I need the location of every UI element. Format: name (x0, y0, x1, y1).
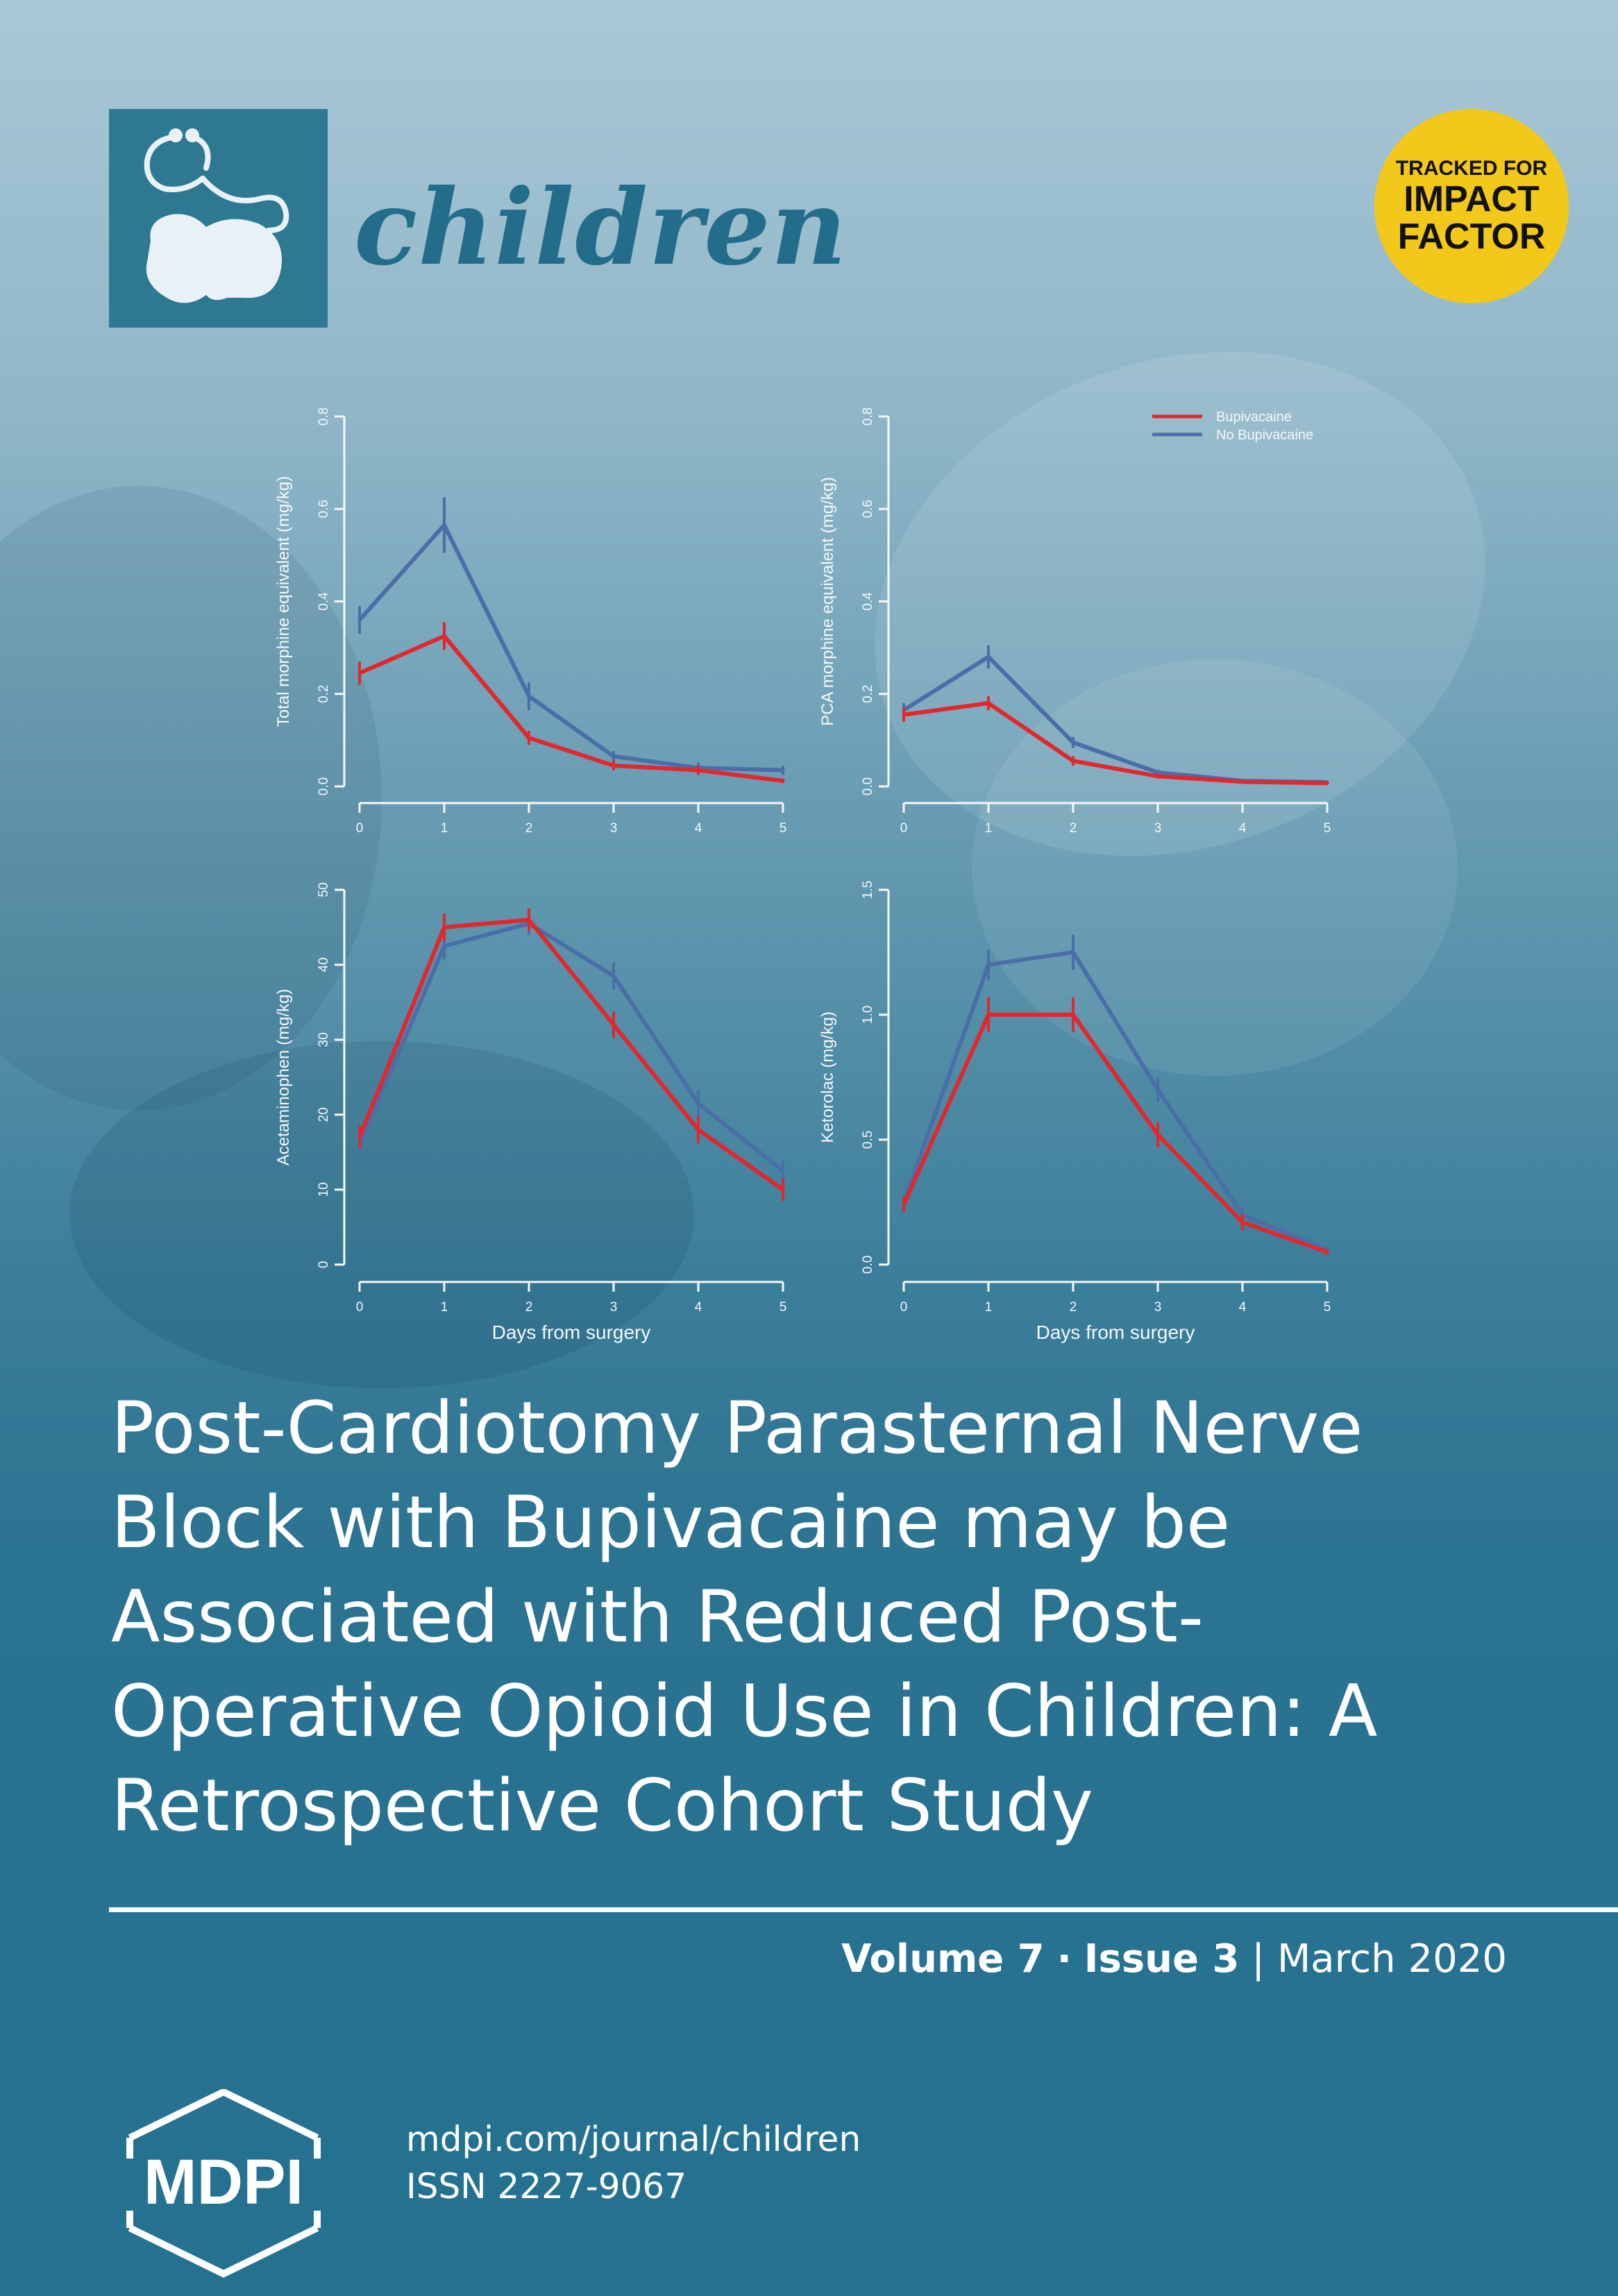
x-tick-label: 3 (609, 821, 618, 836)
y-tick-label: 40 (317, 957, 331, 972)
y-tick-label: 20 (317, 1107, 331, 1122)
y-tick-label: 0.8 (317, 407, 331, 426)
series-line-no-bupivacaine (360, 525, 783, 770)
x-tick-label: 3 (1154, 821, 1162, 836)
issue-separator: · (1056, 1936, 1072, 1982)
y-tick-label: 1.5 (861, 880, 875, 900)
data-point (987, 1013, 991, 1017)
y-tick-label: 0 (317, 1260, 331, 1269)
issue-divider: | (1252, 1936, 1265, 1982)
article-title: Post-Cardiotomy Parasternal Nerve Block with Bupivacaine may be Associated with Reduced Post-Operative Opioid Use in Children: A Retrospective Cohort Study (111, 1387, 1378, 1848)
y-tick-label: 0.4 (861, 592, 875, 611)
y-tick-label: 50 (317, 882, 331, 897)
series-line-bupivacaine (904, 1015, 1327, 1252)
data-point (782, 1188, 785, 1192)
data-point (902, 713, 906, 716)
data-point (782, 1170, 785, 1173)
data-point (697, 1101, 700, 1105)
x-tick-label: 1 (984, 821, 993, 836)
data-point (697, 768, 700, 772)
data-point (1156, 771, 1160, 775)
chart-panel-top-right (818, 407, 1331, 836)
data-point (443, 634, 446, 638)
data-point (358, 671, 362, 675)
chart-panel-top-left (274, 407, 786, 836)
data-point (358, 618, 362, 622)
x-tick-label: 2 (1069, 821, 1077, 836)
hexagon-outline-icon (130, 2092, 317, 2138)
x-tick-label: 5 (779, 821, 787, 836)
x-tick-label: 4 (1238, 1300, 1247, 1315)
hexagon-outline-icon (130, 2228, 317, 2274)
badge-line1: TRACKED FOR (1395, 157, 1548, 180)
data-point (612, 754, 616, 758)
x-tick-label: 2 (1069, 1300, 1077, 1315)
data-point (987, 655, 991, 659)
data-point (902, 1203, 906, 1206)
x-tick-label: 2 (525, 1300, 533, 1315)
mdpi-wordmark: MDPI (144, 2147, 303, 2218)
series-line-no-bupivacaine (904, 657, 1327, 782)
data-point (612, 1023, 616, 1027)
data-point (1156, 775, 1160, 778)
data-point (1072, 759, 1075, 763)
data-point (612, 764, 616, 768)
data-point (443, 523, 446, 527)
data-point (697, 1128, 700, 1131)
data-point (1072, 1013, 1075, 1017)
y-tick-label: 1.0 (861, 1005, 875, 1024)
data-point (1156, 1133, 1160, 1136)
x-tick-label: 4 (694, 1300, 702, 1315)
journal-name: children (354, 167, 848, 289)
x-tick-label: 0 (355, 1300, 364, 1315)
chart-panel-bottom-right (818, 881, 1331, 1343)
data-point (528, 736, 531, 740)
volume-label: Volume 7 (841, 1936, 1045, 1982)
issn-label: ISSN 2227-9067 (406, 2166, 687, 2206)
mdpi-logo[interactable] (109, 2089, 338, 2284)
title-divider (109, 1907, 1618, 1912)
x-tick-label: 0 (355, 821, 364, 836)
series-line-bupivacaine (360, 636, 783, 781)
y-tick-label: 0.0 (317, 777, 331, 796)
badge-line3: FACTOR (1397, 217, 1546, 257)
x-axis-label: Days from surgery (1036, 1322, 1195, 1343)
data-point (1156, 1088, 1160, 1092)
y-tick-label: 0.0 (861, 777, 875, 796)
data-point (782, 768, 785, 772)
data-point (1241, 1220, 1245, 1224)
series-line-no-bupivacaine (360, 924, 783, 1171)
y-tick-label: 0.4 (317, 592, 331, 611)
x-tick-label: 4 (694, 821, 702, 836)
y-tick-label: 0.6 (317, 500, 331, 518)
y-axis-label: PCA morphine equivalent (mg/kg) (818, 477, 837, 726)
issue-label: Issue 3 (1084, 1936, 1240, 1982)
series-line-bupivacaine (904, 703, 1327, 783)
x-tick-label: 1 (440, 1300, 448, 1315)
series-line-bupivacaine (360, 920, 783, 1190)
data-point (987, 702, 991, 705)
y-tick-label: 0.2 (861, 684, 875, 703)
y-tick-label: 10 (317, 1182, 331, 1197)
data-point (1072, 951, 1075, 954)
x-tick-label: 4 (1238, 821, 1247, 836)
data-point (1241, 780, 1245, 784)
x-tick-label: 3 (1154, 1300, 1162, 1315)
footer-info (406, 2116, 861, 2210)
legend-label: Bupivacaine (1216, 410, 1292, 425)
data-point (612, 974, 616, 978)
y-axis-label: Total morphine equivalent (mg/kg) (274, 475, 293, 727)
y-tick-label: 0.5 (861, 1130, 875, 1149)
badge-line2: IMPACT (1404, 179, 1540, 219)
data-point (987, 963, 991, 967)
x-tick-label: 0 (900, 821, 908, 836)
series-line-no-bupivacaine (904, 952, 1327, 1249)
journal-url-link[interactable]: mdpi.com/journal/children (406, 2119, 861, 2159)
y-tick-label: 30 (317, 1032, 331, 1047)
data-point (1326, 1251, 1329, 1254)
data-point (1072, 741, 1075, 744)
x-axis-label: Days from surgery (491, 1322, 651, 1343)
y-tick-label: 0.6 (861, 500, 875, 518)
y-axis-label: Acetaminophen (mg/kg) (274, 988, 293, 1166)
data-point (443, 926, 446, 929)
data-point (1326, 782, 1329, 785)
data-point (528, 918, 531, 922)
data-point (443, 945, 446, 948)
x-tick-label: 2 (525, 821, 533, 836)
issue-date: March 2020 (1276, 1936, 1507, 1982)
y-tick-label: 0.8 (861, 407, 875, 426)
issue-info (841, 1936, 1507, 1982)
x-tick-label: 0 (900, 1300, 908, 1315)
legend-label: No Bupivacaine (1216, 428, 1314, 443)
y-axis-label: Ketorolac (mg/kg) (818, 1011, 837, 1143)
chart-panel-bottom-left (274, 882, 786, 1343)
x-tick-label: 5 (1323, 1300, 1331, 1315)
y-tick-label: 0.0 (861, 1255, 875, 1274)
x-tick-label: 1 (984, 1300, 993, 1315)
x-tick-label: 3 (609, 1300, 618, 1315)
y-tick-label: 0.2 (317, 684, 331, 703)
data-point (528, 695, 531, 698)
x-tick-label: 5 (779, 1300, 787, 1315)
x-tick-label: 5 (1323, 821, 1331, 836)
data-point (782, 779, 785, 783)
x-tick-label: 1 (440, 821, 448, 836)
data-point (358, 1136, 362, 1139)
